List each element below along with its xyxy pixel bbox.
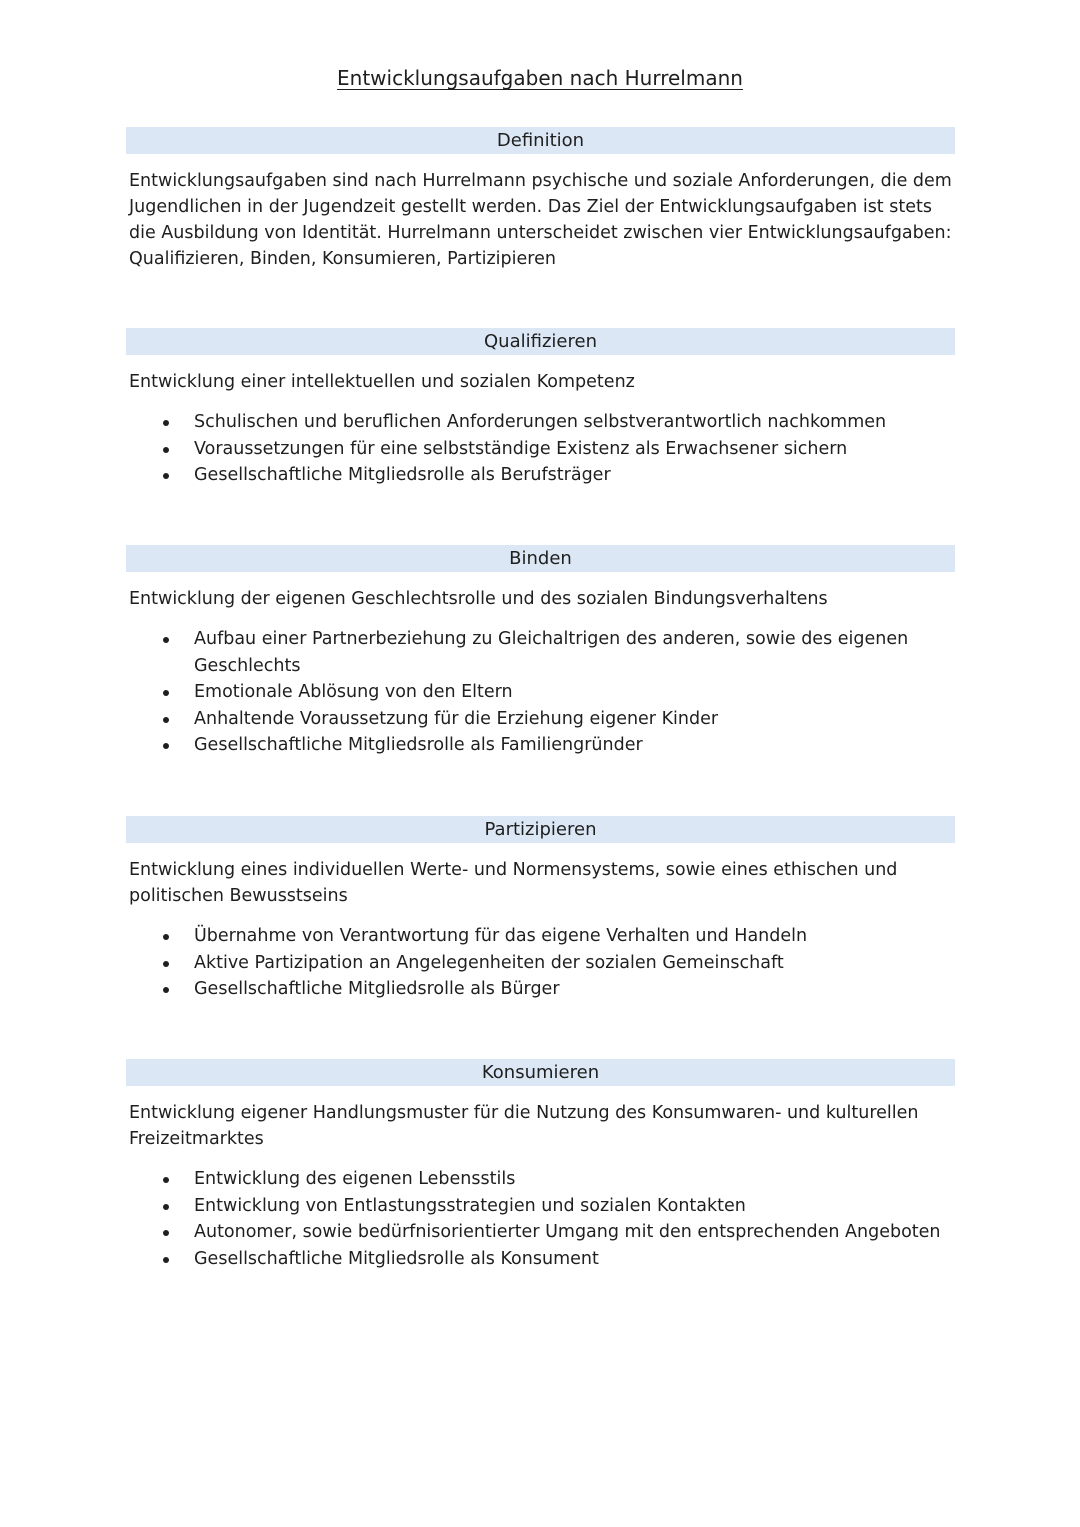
bullet-list [126,1166,955,1272]
bullet-icon [163,1230,169,1236]
list-item [126,706,954,733]
bullet-icon [163,1257,169,1263]
bullet-icon [163,987,169,993]
bullet-icon [163,1177,169,1183]
section-qualifizieren [126,328,955,489]
list-item-text: Gesellschaftliche Mitgliedsrolle als Bürger [194,979,560,999]
list-item-text: Emotionale Ablösung von den Eltern [194,682,513,702]
list-item [126,462,954,489]
bullet-icon [163,961,169,967]
list-item-text: Gesellschaftliche Mitgliedsrolle als Berufsträger [194,465,611,485]
list-item-text: Entwicklung von Entlastungsstrategien und sozialen Kontakten [194,1195,746,1216]
list-item [126,976,954,1003]
list-item-text: Aktive Partizipation an Angelegenheiten der sozialen Gemeinschaft [194,952,784,973]
list-item [126,950,954,977]
bullet-icon [163,637,169,643]
bullet-icon [163,473,169,479]
list-item [126,923,954,950]
section-paragraph: Entwicklung einer intellektuellen und sozialen Kompetenz [129,372,635,392]
section-paragraph: Entwicklungsaufgaben sind nach Hurrelmann psychische und soziale Anforderungen, die dem Jugendlichen in der Jugendzeit gestellt werden. Das Ziel der Entwicklungsaufgaben ist stets die Ausbildung von Identität. Hurrelmann unterscheidet zwischen vier Entwicklungsaufgaben: Qualifizieren, Binden, Konsumieren, Partizipieren [129,171,952,269]
section-heading: Definition [126,127,955,154]
section-heading: Qualifizieren [126,328,955,355]
list-item-text: Voraussetzungen für eine selbstständige Existenz als Erwachsener sichern [194,438,848,459]
bullet-icon [163,447,169,453]
list-item-text: Übernahme von Verantwortung für das eigene Verhalten und Handeln [194,926,808,946]
list-item [126,1219,954,1246]
list-item-text: Schulischen und beruflichen Anforderungen selbstverantwortlich nachkommen [194,412,887,432]
list-item [126,626,954,679]
section-partizipieren [126,816,955,1003]
list-item-text: Autonomer, sowie bedürfnisorientierter Umgang mit den entsprechenden Angeboten [194,1222,941,1242]
page-title: Entwicklungsaufgaben nach Hurrelmann [337,66,743,90]
bullet-list [126,409,955,489]
list-item [126,436,954,463]
section-binden [126,545,955,759]
list-item-text: Entwicklung des eigenen Lebensstils [194,1169,516,1189]
list-item-text: Gesellschaftliche Mitgliedsrolle als Konsument [194,1248,599,1269]
section-definition [126,127,955,272]
list-item [126,1193,954,1220]
list-item-text: Anhaltende Voraussetzung für die Erziehung eigener Kinder [194,708,719,729]
section-paragraph: Entwicklung eines individuellen Werte- und Normensystems, sowie eines ethischen und politischen Bewusstseins [129,860,898,906]
list-item [126,1246,954,1273]
bullet-icon [163,420,169,426]
bullet-icon [163,690,169,696]
bullet-icon [163,1204,169,1210]
bullet-icon [163,743,169,749]
section-paragraph: Entwicklung der eigenen Geschlechtsrolle und des sozialen Bindungsverhaltens [129,589,828,609]
section-heading: Partizipieren [126,816,955,843]
list-item [126,732,954,759]
bullet-icon [163,934,169,940]
list-item [126,679,954,706]
bullet-list [126,626,955,759]
bullet-icon [163,717,169,723]
list-item-text: Gesellschaftliche Mitgliedsrolle als Familiengründer [194,735,643,755]
list-item-text: Aufbau einer Partnerbeziehung zu Gleichaltrigen des anderen, sowie des eigenen Geschlechts [194,629,909,676]
section-paragraph: Entwicklung eigener Handlungsmuster für die Nutzung des Konsumwaren- und kulturellen Freizeitmarktes [129,1103,919,1149]
section-konsumieren [126,1059,955,1272]
section-heading: Konsumieren [126,1059,955,1086]
list-item [126,1166,954,1193]
bullet-list [126,923,955,1003]
section-heading: Binden [126,545,955,572]
list-item [126,409,954,436]
